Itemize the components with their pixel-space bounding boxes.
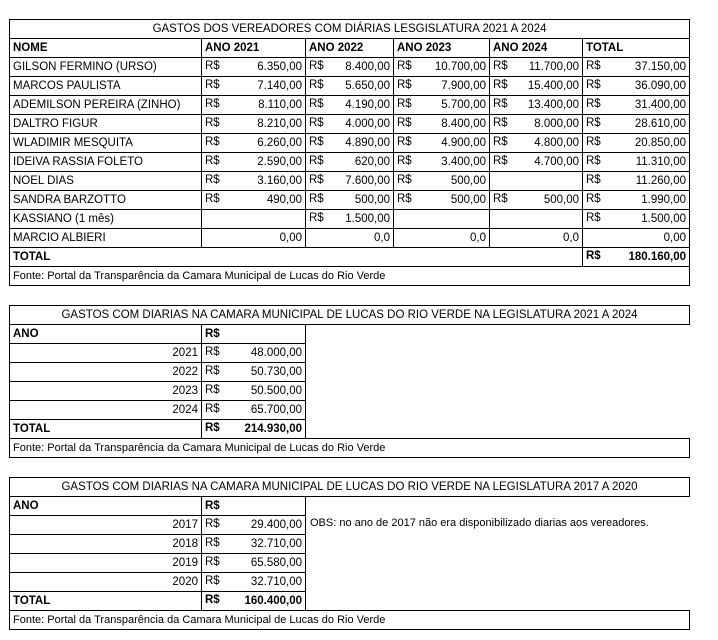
empty-cell (306, 573, 690, 592)
value-amount: 8.000,00 (534, 117, 579, 130)
value-amount: 7.140,00 (257, 79, 302, 92)
currency-symbol: R$ (205, 79, 220, 91)
table-total-row (10, 592, 690, 611)
value-amount: 11.700,00 (528, 60, 579, 73)
value-amount: 32.710,00 (250, 575, 302, 588)
total-value: 160.400,00 (244, 594, 302, 607)
table-body (10, 344, 690, 420)
value-cell (490, 115, 583, 134)
value-amount: 48.000,00 (250, 346, 302, 359)
value-cell (583, 115, 690, 134)
total-label: TOTAL (10, 592, 202, 611)
table-row (10, 134, 690, 153)
currency-symbol: R$ (205, 155, 220, 167)
vereador-name: NOEL DIAS (10, 172, 202, 191)
currency-symbol: R$ (397, 60, 412, 72)
currency-symbol: R$ (309, 212, 324, 224)
value-amount: 1.500,00 (641, 212, 687, 225)
total-value-cell (202, 420, 306, 439)
empty-cell (306, 401, 690, 420)
total-label: TOTAL (10, 420, 202, 439)
total-value-cell (583, 248, 690, 267)
value-amount: 5.700,00 (441, 98, 486, 111)
table-title-row (10, 306, 690, 325)
year-cell: 2019 (10, 554, 202, 573)
empty-cell (306, 497, 690, 516)
currency-symbol: R$ (205, 174, 220, 186)
value-cell (490, 96, 583, 115)
total-value: 180.160,00 (628, 250, 687, 263)
table-row (10, 363, 690, 382)
table-row (10, 77, 690, 96)
value-cell (394, 134, 490, 153)
value-amount: 50.730,00 (250, 365, 302, 378)
currency-symbol: R$ (397, 98, 412, 110)
currency-symbol: R$ (397, 136, 412, 148)
value-amount: 500,00 (354, 193, 390, 206)
currency-symbol: R$ (586, 136, 601, 148)
currency-symbol: R$ (205, 518, 220, 530)
value-cell (490, 172, 583, 191)
table-camara-diarias-2021-2024 (9, 305, 690, 458)
column-header-2022: ANO 2022 (306, 39, 394, 58)
currency-symbol: R$ (205, 556, 220, 568)
value-amount: 8.400,00 (441, 117, 486, 130)
table-row (10, 153, 690, 172)
value-cell (306, 210, 394, 229)
table-row (10, 382, 690, 401)
value-cell (583, 77, 690, 96)
value-cell (202, 210, 306, 229)
currency-symbol: R$ (397, 117, 412, 129)
value-amount: 7.600,00 (345, 174, 390, 187)
value-cell (202, 134, 306, 153)
vereador-name: ADEMILSON PEREIRA (ZINHO) (10, 96, 202, 115)
currency-symbol: R$ (493, 193, 508, 205)
table-title-row (10, 20, 690, 39)
value-cell (202, 344, 306, 363)
currency-symbol: R$ (205, 403, 220, 415)
table-row (10, 554, 690, 573)
value-amount: 28.610,00 (634, 117, 687, 130)
value-cell (306, 96, 394, 115)
source-note: Fonte: Portal da Transparência da Camara Municipal de Lucas do Rio Verde (10, 267, 690, 286)
currency-symbol: R$ (586, 79, 601, 91)
value-amount: 500,00 (450, 174, 486, 187)
currency-symbol: R$ (205, 365, 220, 377)
value-cell (394, 191, 490, 210)
table-row (10, 96, 690, 115)
value-amount: 37.150,00 (634, 60, 687, 73)
currency-symbol: R$ (586, 155, 601, 167)
table-row (10, 210, 690, 229)
value-cell (490, 210, 583, 229)
column-header-nome: NOME (10, 39, 202, 58)
value-amount: 4.700,00 (534, 155, 579, 168)
value-amount: 31.400,00 (634, 98, 687, 111)
table-row (10, 229, 690, 248)
value-cell (306, 115, 394, 134)
value-amount: 4.890,00 (345, 136, 390, 149)
value-cell (394, 210, 490, 229)
currency-symbol: R$ (309, 193, 324, 205)
table-row (10, 115, 690, 134)
value-amount: 6.350,00 (257, 60, 302, 73)
value-amount: 20.850,00 (634, 136, 687, 149)
value-cell (490, 153, 583, 172)
value-cell (202, 191, 306, 210)
currency-symbol: R$ (493, 136, 508, 148)
table-title: GASTOS DOS VEREADORES COM DIÁRIAS LESGISLATURA 2021 A 2024 (10, 20, 690, 39)
value-amount: 11.260,00 (635, 174, 687, 187)
value-amount: 4.800,00 (534, 136, 579, 149)
empty-cell (306, 592, 690, 611)
table-vereadores-diarias-2021-2024 (9, 19, 690, 286)
currency-symbol: R$ (309, 79, 324, 91)
value-amount: 13.400,00 (527, 98, 579, 111)
value-cell (306, 153, 394, 172)
currency-symbol: R$ (493, 117, 508, 129)
table-body (10, 58, 690, 248)
value-amount: 50.500,00 (250, 384, 302, 397)
column-header-2024: ANO 2024 (490, 39, 583, 58)
value-amount: 490,00 (266, 193, 302, 206)
table-row (10, 401, 690, 420)
value-amount: 4.190,00 (345, 98, 390, 111)
table-title: GASTOS COM DIARIAS NA CAMARA MUNICIPAL DE LUCAS DO RIO VERDE NA LEGISLATURA 2017 A 2020 (10, 478, 690, 497)
currency-symbol: R$ (586, 174, 601, 186)
value-cell (490, 77, 583, 96)
value-amount: 32.710,00 (250, 537, 302, 550)
value-cell (583, 210, 690, 229)
value-amount: 500,00 (543, 193, 579, 206)
source-note: Fonte: Portal da Transparência da Camara Municipal de Lucas do Rio Verde (10, 611, 690, 630)
value-cell (583, 96, 690, 115)
value-cell (583, 191, 690, 210)
table-title: GASTOS COM DIARIAS NA CAMARA MUNICIPAL DE LUCAS DO RIO VERDE NA LEGISLATURA 2021 A 2024 (10, 306, 690, 325)
table-source-row (10, 439, 690, 458)
value-cell: 0,0 (306, 229, 394, 248)
empty-cell (306, 420, 690, 439)
currency-symbol: R$ (205, 98, 220, 110)
table-row (10, 344, 690, 363)
value-cell (583, 134, 690, 153)
currency-symbol: R$ (493, 60, 508, 72)
column-header-valor: R$ (202, 325, 306, 344)
value-cell: 0,00 (202, 229, 306, 248)
currency-symbol: R$ (397, 193, 412, 205)
currency-symbol: R$ (309, 136, 324, 148)
currency-symbol: R$ (493, 155, 508, 167)
value-amount: 15.400,00 (527, 79, 579, 92)
vereador-name: WLADIMIR MESQUITA (10, 134, 202, 153)
value-cell (583, 172, 690, 191)
empty-cell (306, 325, 690, 344)
value-cell (394, 172, 490, 191)
column-header-total: TOTAL (583, 39, 690, 58)
total-label: TOTAL (10, 248, 583, 267)
value-amount: 11.310,00 (635, 155, 687, 168)
currency-symbol: R$ (309, 98, 324, 110)
value-amount: 6.260,00 (257, 136, 302, 149)
currency-symbol: R$ (397, 79, 412, 91)
table-total-row (10, 420, 690, 439)
value-amount: 65.580,00 (250, 556, 302, 569)
currency-symbol: R$ (205, 117, 220, 129)
value-cell: 0,0 (394, 229, 490, 248)
value-amount: 1.500,00 (345, 212, 390, 225)
value-cell (306, 191, 394, 210)
currency-symbol: R$ (205, 60, 220, 72)
value-amount: 4.900,00 (441, 136, 486, 149)
value-amount: 3.400,00 (441, 155, 486, 168)
currency-symbol: R$ (205, 422, 220, 434)
value-cell (202, 554, 306, 573)
obs-note: OBS: no ano de 2017 não era disponibilizado diarias aos vereadores. (310, 517, 649, 529)
value-cell (490, 134, 583, 153)
year-cell: 2021 (10, 344, 202, 363)
value-cell (202, 535, 306, 554)
source-note: Fonte: Portal da Transparência da Camara Municipal de Lucas do Rio Verde (10, 439, 690, 458)
value-amount: 3.160,00 (257, 174, 302, 187)
value-cell (490, 58, 583, 77)
value-amount: 8.210,00 (257, 117, 302, 130)
table-total-row (10, 248, 690, 267)
table-header-row (10, 39, 690, 58)
value-amount: 500,00 (450, 193, 486, 206)
empty-cell (306, 535, 690, 554)
currency-symbol: R$ (397, 174, 412, 186)
currency-symbol: R$ (586, 117, 601, 129)
value-cell (583, 153, 690, 172)
currency-symbol: R$ (586, 98, 601, 110)
value-cell (202, 172, 306, 191)
value-amount: 1.990,00 (641, 193, 687, 206)
value-cell (202, 382, 306, 401)
empty-cell (306, 344, 690, 363)
vereador-name: MARCIO ALBIERI (10, 229, 202, 248)
value-cell (202, 96, 306, 115)
value-cell: 0,00 (583, 229, 690, 248)
column-header-2021: ANO 2021 (202, 39, 306, 58)
value-cell (394, 77, 490, 96)
currency-symbol: R$ (586, 60, 601, 72)
total-value: 214.930,00 (244, 422, 302, 435)
value-cell (202, 363, 306, 382)
value-cell (394, 115, 490, 134)
currency-symbol: R$ (205, 193, 220, 205)
currency-symbol: R$ (586, 250, 601, 262)
table-row (10, 535, 690, 554)
value-amount: 29.400,00 (250, 518, 302, 531)
value-amount: 10.700,00 (434, 60, 486, 73)
total-value-cell (202, 592, 306, 611)
column-header-ano: ANO (10, 497, 202, 516)
value-amount: 8.110,00 (258, 98, 302, 111)
currency-symbol: R$ (205, 346, 220, 358)
value-cell (202, 115, 306, 134)
table-source-row (10, 611, 690, 630)
vereador-name: KASSIANO (1 mês) (10, 210, 202, 229)
year-cell: 2024 (10, 401, 202, 420)
currency-symbol: R$ (205, 575, 220, 587)
value-amount: 7.900,00 (441, 79, 486, 92)
currency-symbol: R$ (397, 155, 412, 167)
currency-symbol: R$ (205, 384, 220, 396)
year-cell: 2020 (10, 573, 202, 592)
value-cell (490, 191, 583, 210)
value-cell (202, 516, 306, 535)
value-cell (306, 172, 394, 191)
currency-symbol: R$ (586, 212, 601, 224)
currency-symbol: R$ (205, 537, 220, 549)
currency-symbol: R$ (309, 174, 324, 186)
year-cell: 2023 (10, 382, 202, 401)
value-cell (394, 96, 490, 115)
value-cell (394, 153, 490, 172)
year-cell: 2022 (10, 363, 202, 382)
empty-cell (306, 554, 690, 573)
table-title-row (10, 478, 690, 497)
value-cell (202, 77, 306, 96)
currency-symbol: R$ (309, 155, 324, 167)
currency-symbol: R$ (586, 193, 601, 205)
currency-symbol: R$ (309, 60, 324, 72)
value-cell (202, 573, 306, 592)
column-header-ano: ANO (10, 325, 202, 344)
year-cell: 2017 (10, 516, 202, 535)
value-cell (394, 58, 490, 77)
value-cell (202, 153, 306, 172)
value-amount: 5.650,00 (345, 79, 390, 92)
column-header-2023: ANO 2023 (394, 39, 490, 58)
value-amount: 36.090,00 (634, 79, 687, 92)
vereador-name: IDEIVA RASSIA FOLETO (10, 153, 202, 172)
value-amount: 4.000,00 (345, 117, 390, 130)
value-cell (202, 401, 306, 420)
vereador-name: DALTRO FIGUR (10, 115, 202, 134)
currency-symbol: R$ (309, 117, 324, 129)
table-source-row (10, 267, 690, 286)
table-header-row (10, 497, 690, 516)
value-amount: 620,00 (354, 155, 390, 168)
table-row (10, 573, 690, 592)
currency-symbol: R$ (205, 594, 220, 606)
table-header-row (10, 325, 690, 344)
empty-cell (306, 363, 690, 382)
vereador-name: MARCOS PAULISTA (10, 77, 202, 96)
empty-cell (306, 382, 690, 401)
value-amount: 65.700,00 (250, 403, 302, 416)
vereador-name: SANDRA BARZOTTO (10, 191, 202, 210)
column-header-valor: R$ (202, 497, 306, 516)
table-row (10, 191, 690, 210)
table-row (10, 172, 690, 191)
value-amount: 2.590,00 (257, 155, 302, 168)
value-cell: 0,0 (490, 229, 583, 248)
table-row (10, 58, 690, 77)
currency-symbol: R$ (493, 79, 508, 91)
value-cell (306, 134, 394, 153)
currency-symbol: R$ (205, 136, 220, 148)
value-cell (583, 58, 690, 77)
value-cell (202, 58, 306, 77)
value-cell (306, 77, 394, 96)
vereador-name: GILSON FERMINO (URSO) (10, 58, 202, 77)
currency-symbol: R$ (493, 98, 508, 110)
value-cell (306, 58, 394, 77)
value-amount: 8.400,00 (345, 60, 390, 73)
table-camara-diarias-2017-2020 (9, 477, 690, 630)
year-cell: 2018 (10, 535, 202, 554)
